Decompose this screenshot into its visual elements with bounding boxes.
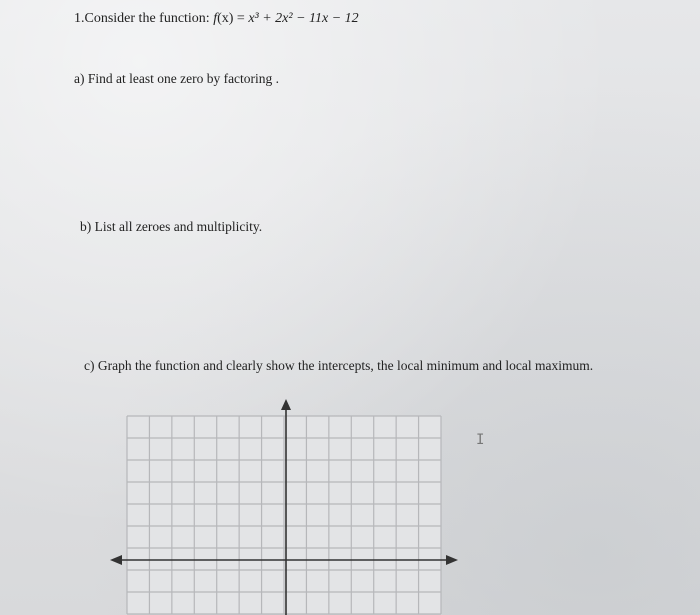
- function-expression: x³ + 2x² − 11x − 12: [248, 11, 359, 26]
- part-c-prompt: c) Graph the function and clearly show the intercepts, the local minimum and local maximum.: [84, 358, 594, 373]
- y-axis-up-arrow: [281, 399, 291, 410]
- x-axis-left-arrow: [110, 555, 122, 565]
- question-number: 1.: [74, 11, 85, 26]
- question-lead: Consider the function:: [84, 11, 214, 26]
- equals-sign: =: [233, 11, 249, 26]
- grid-lines: [127, 416, 441, 614]
- x-axis-right-arrow: [446, 555, 458, 565]
- text-cursor-icon: I: [476, 432, 485, 448]
- function-variable: (x): [217, 11, 234, 26]
- part-b-prompt: b) List all zeroes and multiplicity.: [80, 219, 263, 234]
- part-a-prompt: a) Find at least one zero by factoring .: [74, 71, 280, 86]
- function-name: f: [213, 11, 218, 26]
